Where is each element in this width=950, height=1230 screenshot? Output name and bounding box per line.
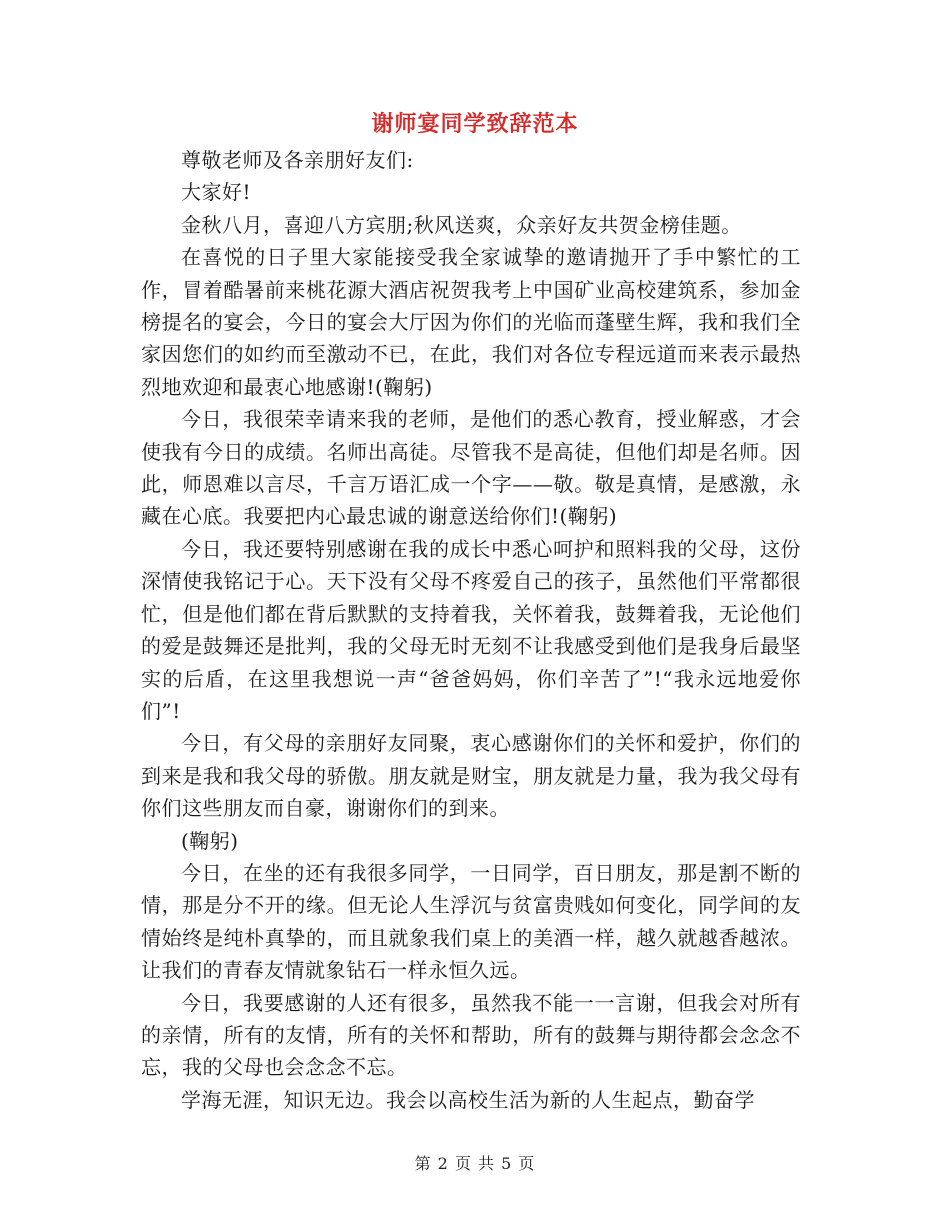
paragraph-opening: 金秋八月，喜迎八方宾朋;秋风送爽，众亲好友共贺金榜佳题。	[181, 212, 742, 237]
paragraph-future: 学海无涯，知识无边。我会以高校生活为新的人生起点，勤奋学	[181, 1087, 755, 1112]
paragraph-classmates: 今日，在坐的还有我很多同学，一日同学，百日朋友，那是割不断的情，那是分不开的缘。但无论人生浮沉与贫富贵贱如何变化，同学间的友情始终是纯朴真挚的，而且就象我们桌上的美酒一样，越久就越香越浓。让我们的青春友情就象钻石一样永恒久远。	[141, 860, 801, 983]
paragraph-bow: (鞠躬)	[181, 828, 239, 853]
document-body	[141, 144, 801, 1116]
paragraph-welcome: 在喜悦的日子里大家能接受我全家诚挚的邀请抛开了手中繁忙的工作，冒着酷暑前来桃花源大酒店祝贺我考上中国矿业高校建筑系，参加金榜提名的宴会，今日的宴会大厅因为你们的光临而蓬壁生辉，我和我们全家因您们的如约而至激动不已，在此，我们对各位专程远道而来表示最热烈地欢迎和最衷心地感谢!(鞠躬)	[141, 245, 801, 399]
document-title: 谢师宴同学致辞范本	[371, 111, 579, 137]
paragraph-parents: 今日，我还要特别感谢在我的成长中悉心呵护和照料我的父母，这份深情使我铭记于心。天下没有父母不疼爱自己的孩子，虽然他们平常都很忙，但是他们都在背后默默的支持着我，关怀着我，鼓舞着我，无论他们的爱是鼓舞还是批判，我的父母无时无刻不让我感受到他们是我身后最坚实的后盾，在这里我想说一声“爸爸妈妈，你们辛苦了”!“我永远地爱你们”!	[141, 536, 801, 723]
paragraph-friends: 今日，有父母的亲朋好友同聚，衷心感谢你们的关怀和爱护，你们的到来是我和我父母的骄傲。朋友就是财宝，朋友就是力量，我为我父母有你们这些朋友而自豪，谢谢你们的到来。	[141, 731, 801, 821]
paragraph-salutation: 尊敬老师及各亲朋好友们:	[181, 148, 414, 172]
paragraph-teachers: 今日，我很荣幸请来我的老师，是他们的悉心教育，授业解惑，才会使我有今日的成绩。名师出高徒。尽管我不是高徒，但他们却是名师。因此，师恩难以言尽，千言万语汇成一个字——敬。敬是真情，是感激，永藏在心底。我要把内心最忠诚的谢意送给你们!(鞠躬)	[141, 407, 801, 529]
page-number-footer: 第 2 页 共 5 页	[414, 1154, 536, 1173]
paragraph-greeting: 大家好!	[181, 180, 252, 205]
paragraph-gratitude: 今日，我要感谢的人还有很多，虽然我不能一一言谢，但我会对所有的亲情，所有的友情，所有的关怀和帮助，所有的鼓舞与期待都会念念不忘，我的父母也会念念不忘。	[141, 990, 801, 1080]
